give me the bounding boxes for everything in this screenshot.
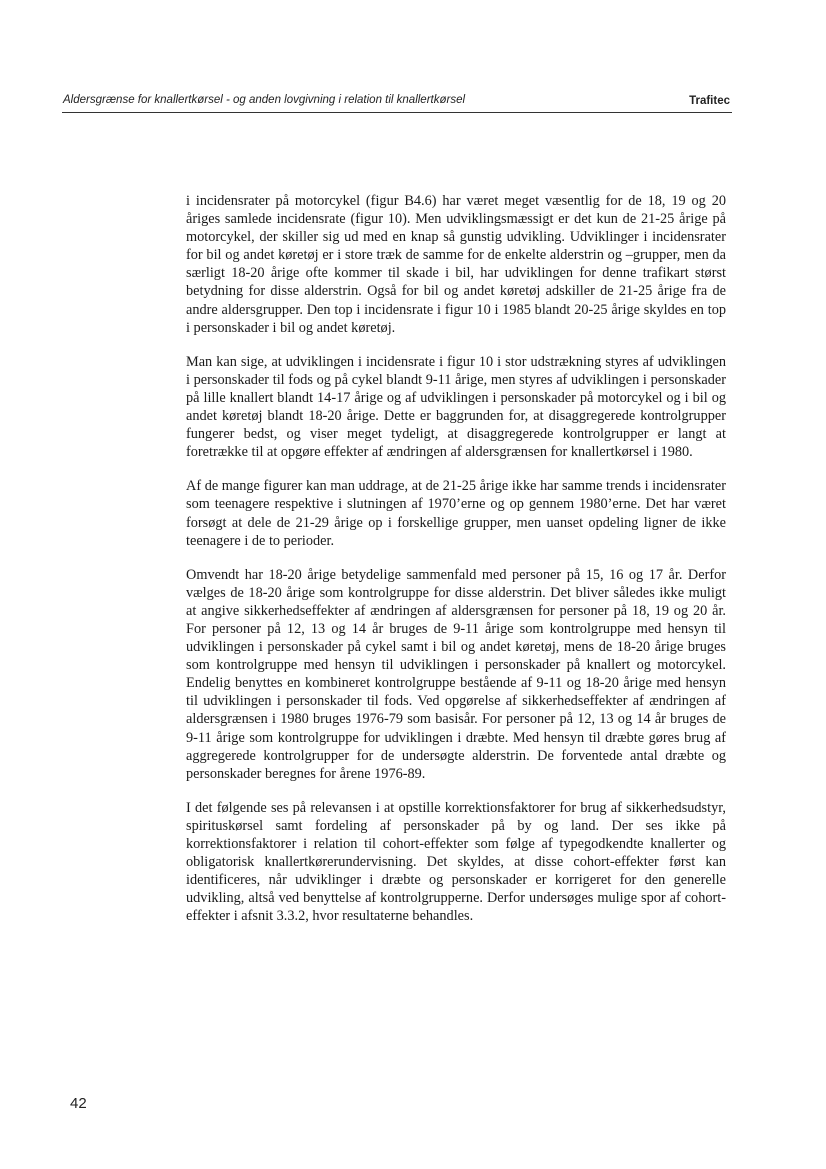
- running-header-title: Aldersgrænse for knallertkørsel - og anden lovgivning i relation til knallertkørsel: [63, 94, 466, 106]
- paragraph-5: I det følgende ses på relevansen i at opstille korrektionsfaktorer for brug af sikkerhedsudstyr, spirituskørsel samt fordeling af personskader på by og land. Der ses ikke på korrektionsfaktorer i relation til cohort-effekter som følge af typegodkendte knallerter og obligatorisk knallertkørerundervisning. Det skyldes, at disse cohort-effekter først kan identificeres, når udviklinger i dræbte og personskader er korrigeret for den generelle udvikling, altså ved benyttelse af kontrolgrupperne. Derfor undersøges mulige spor af cohort-effekter i afsnit 3.3.2, hvor resultaterne behandles.: [186, 799, 726, 925]
- page-number: 42: [70, 1095, 87, 1112]
- running-header: [62, 92, 732, 113]
- paragraph-4: Omvendt har 18-20 årige betydelige sammenfald med personer på 15, 16 og 17 år. Derfor vælges de 18-20 årige som kontrolgruppe for disse alderstrin. Det bliver således ikke muligt at angive sikkerhedseffekter af ændringen af aldersgrænsen for personer på 18, 19 og 20 år. For personer på 12, 13 og 14 år bruges de 9-11 årige som kontrolgruppe med hensyn til udviklingen i personskader på cykel samt i bil og andet køretøj, mens de 18-20 årige bruges som kontrolgruppe med hensyn til udviklingen i personskader på knallert og motorcykel. Endelig benyttes en kombineret kontrolgruppe bestående af 9-11 og 18-20 årige med hensyn til udviklingen i personskader til fods. Ved opgørelse af sikkerhedseffekter af ændringen af aldersgrænsen i 1980 bruges 1976-79 som basisår. For personer på 12, 13 og 14 år bruges de 9-11 årige som kontrolgruppe for udviklingen i dræbte. Med hensyn til dræbte gøres brug af aggregerede kontrolgrupper for de undersøgte alderstrin. De forventede antal dræbte og personskader beregnes for årene 1976-89.: [186, 566, 726, 782]
- body-text: [186, 192, 726, 941]
- paragraph-3: Af de mange figurer kan man uddrage, at de 21-25 årige ikke har samme trends i incidensrater som teenagere respektive i slutningen af 1970’erne og op gennem 1980’erne. Det har været forsøgt at dele de 21-29 årige op i forskellige grupper, men uanset opdeling ligner de ikke teenagere i de to perioder.: [186, 478, 726, 549]
- paragraph-2: Man kan sige, at udviklingen i incidensrate i figur 10 i stor udstrækning styres af udviklingen i personskader til fods og på cykel blandt 9-11 årige, men styres af udviklingen i personskader på lille knallert blandt 14-17 årige og af udviklingen i personskader på motorcykel og i bil og andet køretøj blandt 18-20 årige. Dette er baggrunden for, at disaggregerede kontrolgrupper fungerer bedst, og viser meget tydeligt, at disaggregerede kontrolgrupper er langt at foretrække til at opgøre effekter af ændringen af aldersgrænsen for knallertkørsel i 1980.: [186, 353, 726, 461]
- paragraph-1: i incidensrater på motorcykel (figur B4.6) har været meget væsentlig for de 18, 19 og 20 åriges samlede incidensrate (figur 10). Men udviklingsmæssigt er det kun de 21-25 årige på motorcykel, der skiller sig ud med en knap så gunstig udvikling. Udviklinger i incidensrater for bil og andet køretøj er i store træk de samme for de enkelte alderstrin og –grupper, men da særligt 18-20 årige ofte kommer til skade i bil, har udviklingen for denne trafikart størst betydning for disse alderstrin. Også for bil og andet køretøj adskiller de 21-25 årige fra de andre aldersgrupper. Den top i incidensrate i figur 10 i 1985 blandt 20-25 årige skyldes en top i personskader i bil og andet køretøj.: [186, 193, 726, 336]
- running-header-brand: Trafitec: [689, 95, 730, 107]
